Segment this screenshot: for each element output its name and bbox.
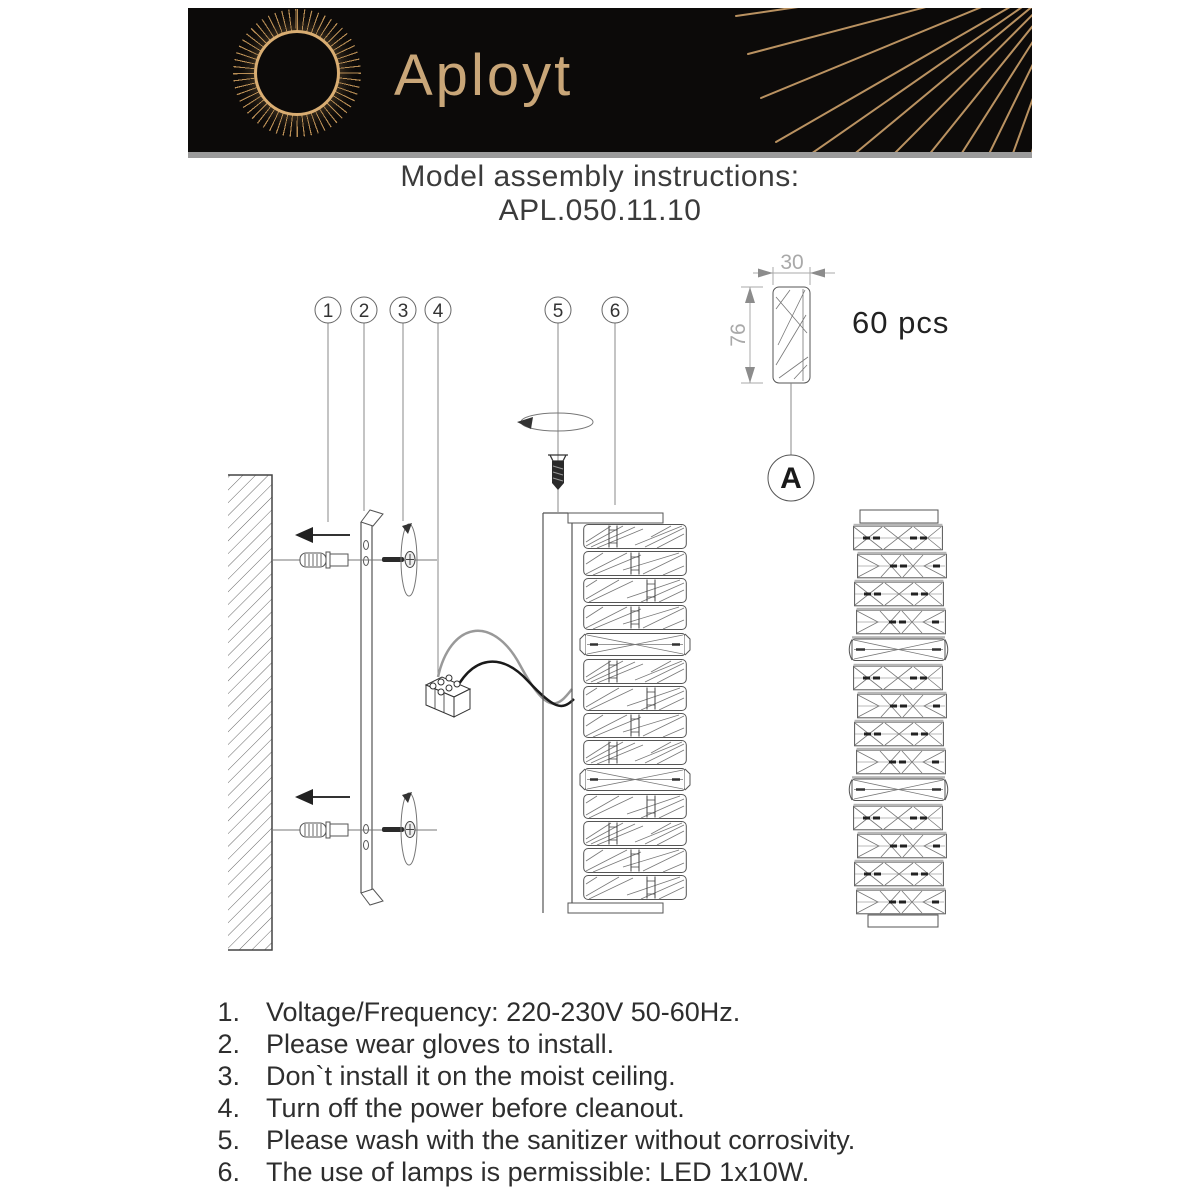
- crystal-row: [580, 634, 690, 656]
- callout-5: 5: [552, 301, 564, 322]
- item-number: 5.: [217, 1125, 240, 1155]
- decorative-rays-icon: [188, 8, 1032, 152]
- width-dimension-label: 30: [780, 251, 804, 274]
- terminal-block: [426, 631, 574, 717]
- crystal-row: [849, 636, 948, 660]
- crystal-row: [584, 876, 687, 900]
- crystal-row: [855, 720, 944, 746]
- item-text: Don`t install it on the moist ceiling.: [266, 1061, 676, 1091]
- lamp-side-view: [543, 513, 690, 913]
- page-title: Model assembly instructions:: [400, 160, 800, 193]
- callout-2: 2: [358, 301, 370, 322]
- list-item: [202, 1092, 1018, 1124]
- crystal-row: [854, 524, 943, 550]
- instructions-list: [202, 996, 1018, 1188]
- crystal-row: [857, 608, 946, 634]
- quantity-label: 60 pcs: [852, 305, 950, 340]
- item-text: Please wear gloves to install.: [266, 1029, 615, 1059]
- banner-divider: [188, 152, 1032, 158]
- wall-anchor: [300, 552, 348, 568]
- item-text: Voltage/Frequency: 220-230V 50-60Hz.: [266, 997, 741, 1027]
- callout-4: 4: [432, 301, 444, 322]
- crystal-row: [584, 579, 687, 603]
- list-item: [202, 996, 1018, 1028]
- crystal-row: [584, 714, 687, 738]
- crystal-detail: [727, 251, 949, 501]
- item-number: 2.: [217, 1029, 240, 1059]
- crystal-row: [584, 606, 687, 630]
- lamp-front-view: [849, 510, 948, 927]
- callout-1: 1: [322, 301, 334, 322]
- crystal-row: [855, 580, 944, 606]
- brand-name: Aployt: [394, 43, 574, 108]
- crystal-row: [858, 692, 947, 718]
- crystal-row: [584, 741, 687, 765]
- crystal-row: [584, 525, 687, 549]
- callout-6: 6: [609, 301, 621, 322]
- item-text: The use of lamps is permissible: LED 1x10W.: [266, 1157, 810, 1187]
- crystal-row: [584, 849, 687, 873]
- list-item: [202, 1028, 1018, 1060]
- height-dimension-label: 76: [727, 323, 750, 347]
- crystal-row: [580, 769, 690, 791]
- list-item: [202, 1156, 1018, 1188]
- item-number: 6.: [217, 1157, 240, 1187]
- crystal-row: [584, 687, 687, 711]
- item-number: 3.: [217, 1061, 240, 1091]
- item-text: Turn off the power before cleanout.: [266, 1093, 685, 1123]
- crystal-row: [849, 776, 948, 800]
- screw-rotation-detail: [517, 413, 593, 490]
- part-label: A: [780, 462, 802, 495]
- item-number: 1.: [217, 997, 240, 1027]
- title-block: [180, 160, 1020, 228]
- crystal-row: [858, 832, 947, 858]
- crystal-row: [857, 888, 946, 914]
- crystal-row: [858, 552, 947, 578]
- crystal-row: [584, 552, 687, 576]
- brand-banner: [188, 8, 1032, 152]
- lower-fixing-assembly: [272, 789, 437, 865]
- list-item: [202, 1124, 1018, 1156]
- crystal-row: [857, 748, 946, 774]
- list-item: [202, 1060, 1018, 1092]
- crystal-row: [584, 822, 687, 846]
- wall-section: [228, 475, 272, 950]
- assembly-diagram: [180, 245, 1020, 975]
- crystal-row: [855, 860, 944, 886]
- mounting-bracket: [361, 510, 383, 905]
- wall-anchor: [300, 822, 348, 838]
- item-text: Please wash with the sanitizer without corrosivity.: [266, 1125, 856, 1155]
- crystal-row: [854, 804, 943, 830]
- crystal-row: [854, 664, 943, 690]
- crystal-row: [584, 660, 687, 684]
- upper-fixing-assembly: [272, 523, 437, 596]
- item-number: 4.: [217, 1093, 240, 1123]
- crystal-row: [584, 795, 687, 819]
- model-number: APL.050.11.10: [498, 194, 702, 227]
- callout-3: 3: [397, 301, 409, 322]
